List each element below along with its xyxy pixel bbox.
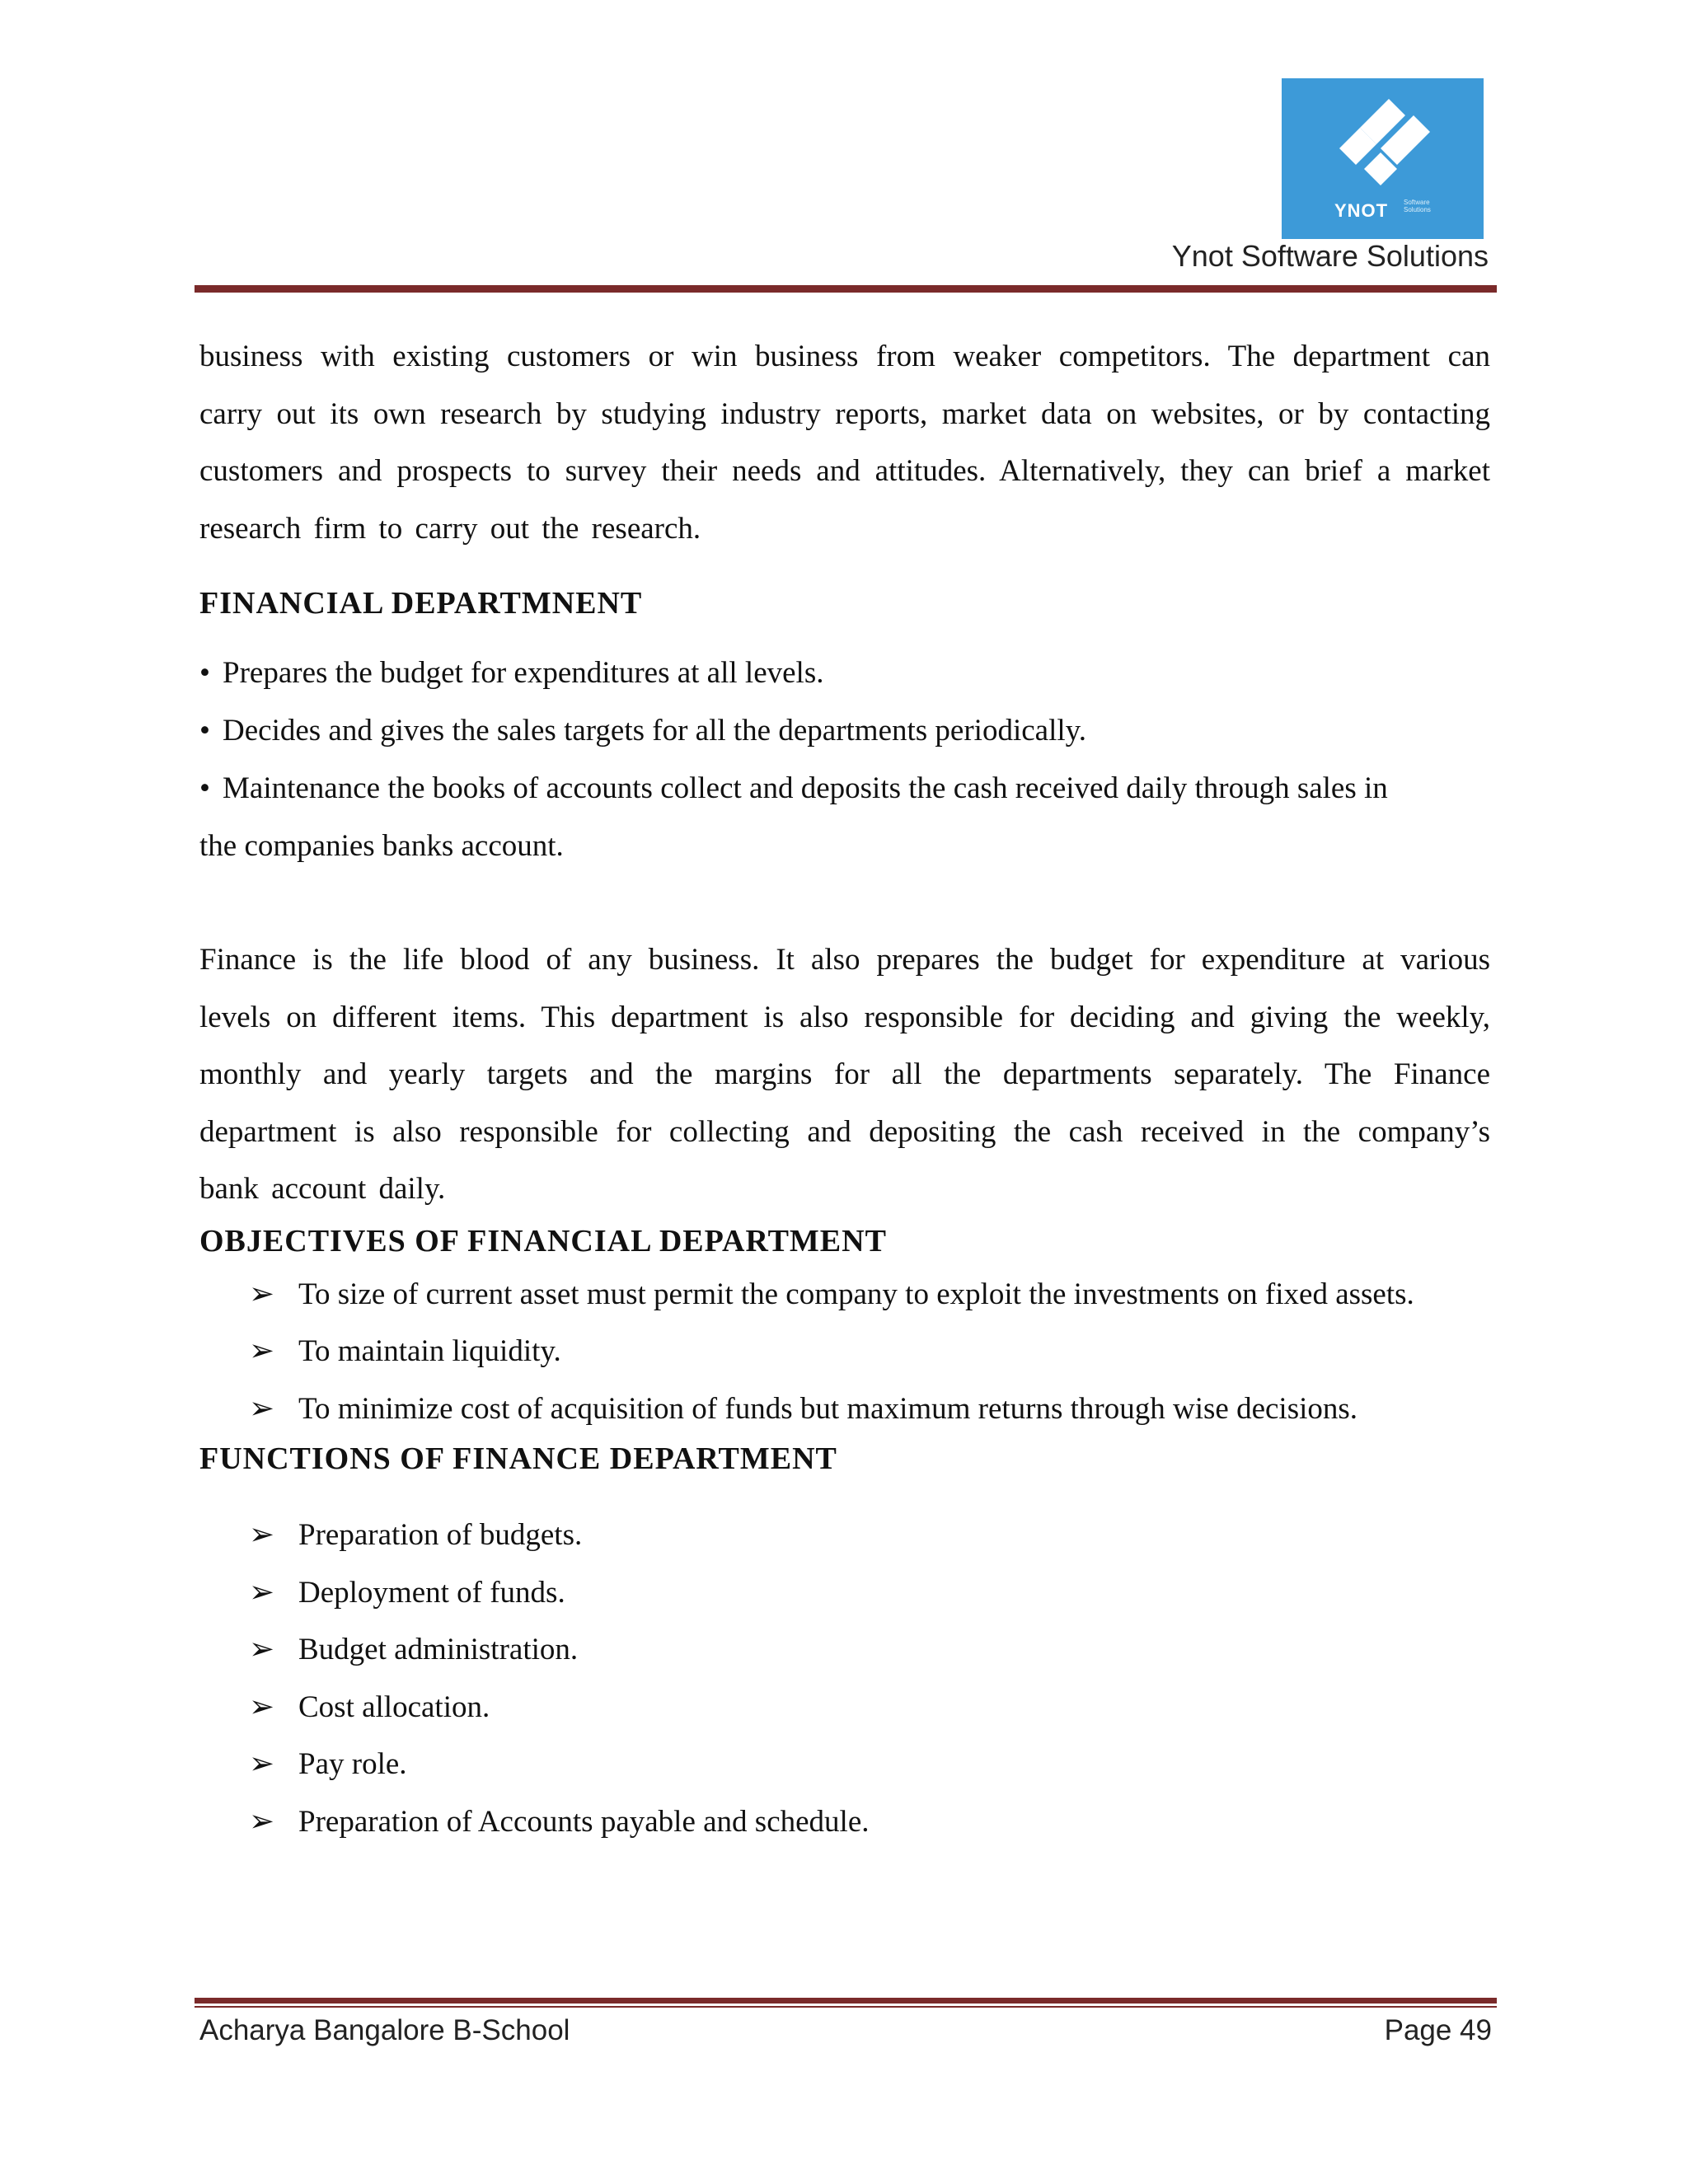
list-item: ➢ Pay role. xyxy=(199,1736,1490,1793)
arrow-bullet-icon: ➢ xyxy=(249,1690,275,1724)
financial-heading: FINANCIAL DEPARTMNENT xyxy=(199,586,643,621)
arrow-bullet-icon: ➢ xyxy=(249,1575,275,1610)
footer-school-name: Acharya Bangalore B-School xyxy=(199,2014,570,2046)
arrow-bullet-icon: ➢ xyxy=(249,1518,275,1552)
list-item: ➢ Preparation of Accounts payable and schedule. xyxy=(199,1793,1490,1851)
list-item: ➢ To size of current asset must permit the company to exploit the investments on fixed assets. xyxy=(199,1266,1490,1324)
arrow-bullet-icon: ➢ xyxy=(249,1277,275,1311)
company-logo xyxy=(1282,78,1484,239)
functions-heading: FUNCTIONS OF FINANCE DEPARTMENT xyxy=(199,1441,837,1476)
page-content xyxy=(199,328,1490,1850)
list-item: ➢ To maintain liquidity. xyxy=(199,1323,1490,1380)
functions-list xyxy=(199,1507,1490,1850)
list-item-continuation: the companies banks account. xyxy=(199,829,564,863)
list-item: ➢ Preparation of budgets. xyxy=(199,1507,1490,1564)
list-item: ➢ Budget administration. xyxy=(199,1621,1490,1679)
intro-paragraph: business with existing customers or win business from weaker competitors. The department can carry out its own research by studying industry reports, market data on websites, or by contacting customers and prospects to survey their needs and attitudes. Alternatively, they can brief a market research firm to carry out the research. xyxy=(199,340,1490,546)
bullet-dot-icon: • xyxy=(199,714,210,748)
bullet-dot-icon: • xyxy=(199,771,210,805)
logo-text: YNOT xyxy=(1334,200,1389,221)
list-item: ➢ To minimize cost of acquisition of funds but maximum returns through wise decisions. xyxy=(199,1380,1490,1438)
bullet-dot-icon: • xyxy=(199,656,210,690)
arrow-bullet-icon: ➢ xyxy=(249,1334,275,1368)
arrow-bullet-icon: ➢ xyxy=(249,1747,275,1781)
list-item: • Maintenance the books of accounts collect and deposits the cash received daily through sales in xyxy=(199,760,1490,818)
objectives-list xyxy=(199,1266,1490,1438)
list-item: • Prepares the budget for expenditures at all levels. xyxy=(199,644,1490,702)
arrow-bullet-icon: ➢ xyxy=(249,1633,275,1666)
objectives-heading: OBJECTIVES OF FINANCIAL DEPARTMENT xyxy=(199,1223,887,1258)
arrow-bullet-icon: ➢ xyxy=(249,1804,275,1839)
list-item: ➢ Deployment of funds. xyxy=(199,1564,1490,1622)
logo-subtext: Software Solutions xyxy=(1404,199,1431,213)
list-item: ➢ Cost allocation. xyxy=(199,1679,1490,1736)
footer-rule xyxy=(195,1998,1497,2008)
header-rule xyxy=(195,283,1497,293)
financial-bullet-list xyxy=(199,644,1490,875)
finance-paragraph: Finance is the life blood of any business. It also prepares the budget for expenditure at various levels on different items. This department is also responsible for deciding and giving the weekly, monthly and yearly targets and the margins for all the departments separately. The Finance department is also responsible for collecting and depositing the cash received in the company’s bank account daily. xyxy=(199,943,1490,1206)
page-number: Page 49 xyxy=(1384,2014,1492,2046)
arrow-bullet-icon: ➢ xyxy=(249,1391,275,1426)
header-title: Ynot Software Solutions xyxy=(1171,239,1489,273)
list-item: • Decides and gives the sales targets for all the departments periodically. xyxy=(199,702,1490,760)
